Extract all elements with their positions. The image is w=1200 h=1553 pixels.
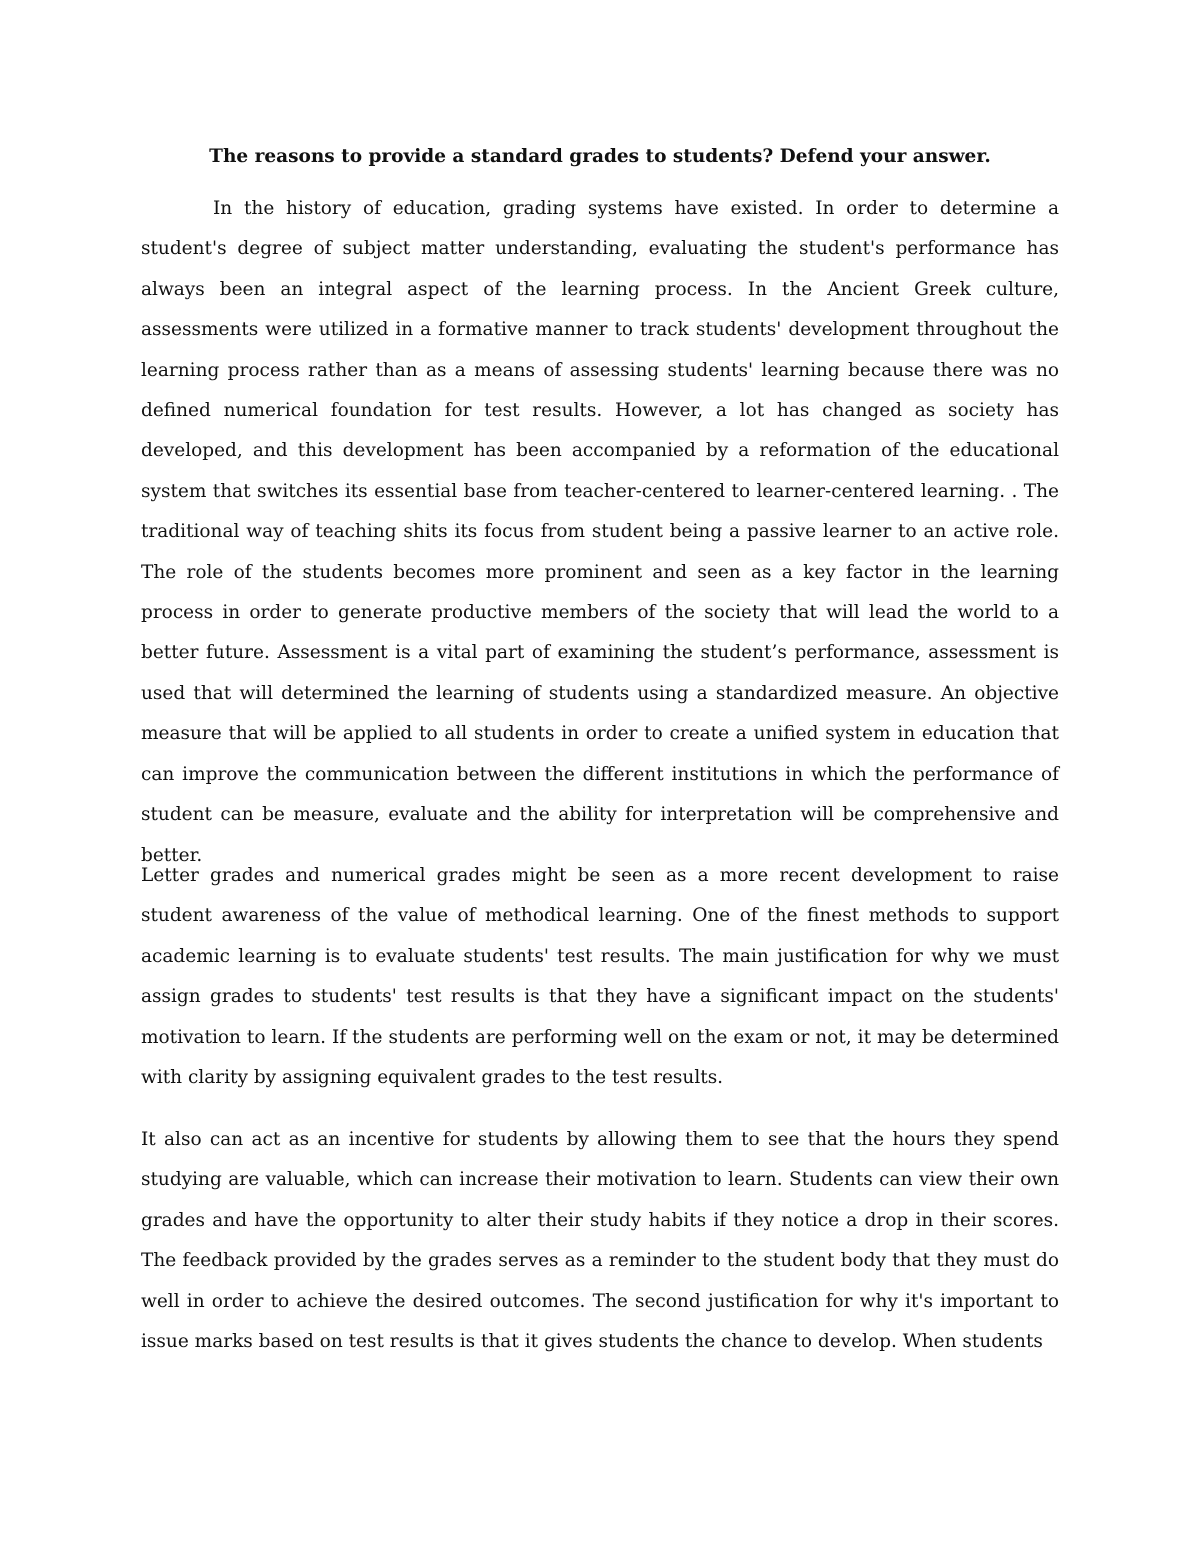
paragraph-3: It also can act as an incentive for students by allowing them to see that the hours they spend studying are valuable, which can increase their motivation to learn. Students can view their own grades and have the opportunity to alter their study habits if they notice a drop in their scores. The feedback provided by the grades serves as a reminder to the student body that they must do well in order to achieve the desired outcomes. The second justification for why it's important to issue marks based on test results is that it gives students the chance to develop. When students <box>141 1129 1059 1353</box>
document-title: The reasons to provide a standard grades to students? Defend your answer. <box>209 146 991 167</box>
paragraph-2: Letter grades and numerical grades might be seen as a more recent development to raise student awareness of the value of methodical learning. One of the finest methods to support academic learning is to evaluate students' test results. The main justification for why we must assign grades to students' test results is that they have a significant impact on the students' motivation to learn. If the students are performing well on the exam or not, it may be determined with clarity by assigning equivalent grades to the test results. <box>141 865 1059 1089</box>
paragraph-1: In the history of education, grading systems have existed. In order to determine a student's degree of subject matter understanding, evaluating the student's performance has always been an integral aspect of the learning process. In the Ancient Greek culture, assessments were utilized in a formative manner to track students' development throughout the learning process rather than as a means of assessing students' learning because there was no defined numerical foundation for test results. However, a lot has changed as society has developed, and this development has been accompanied by a reformation of the educational system that switches its essential base from teacher-centered to learner-centered learning. . The traditional way of teaching shits its focus from student being a passive learner to an active role. The role of the students becomes more prominent and seen as a key factor in the learning process in order to generate productive members of the society that will lead the world to a better future. Assessment is a vital part of examining the student’s performance, assessment is used that will determined the learning of students using a standardized measure. An objective measure that will be applied to all students in order to create a unified system in education that can improve the communication between the different institutions in which the performance of student can be measure, evaluate and the ability for interpretation will be comprehensive and better. <box>141 198 1059 866</box>
